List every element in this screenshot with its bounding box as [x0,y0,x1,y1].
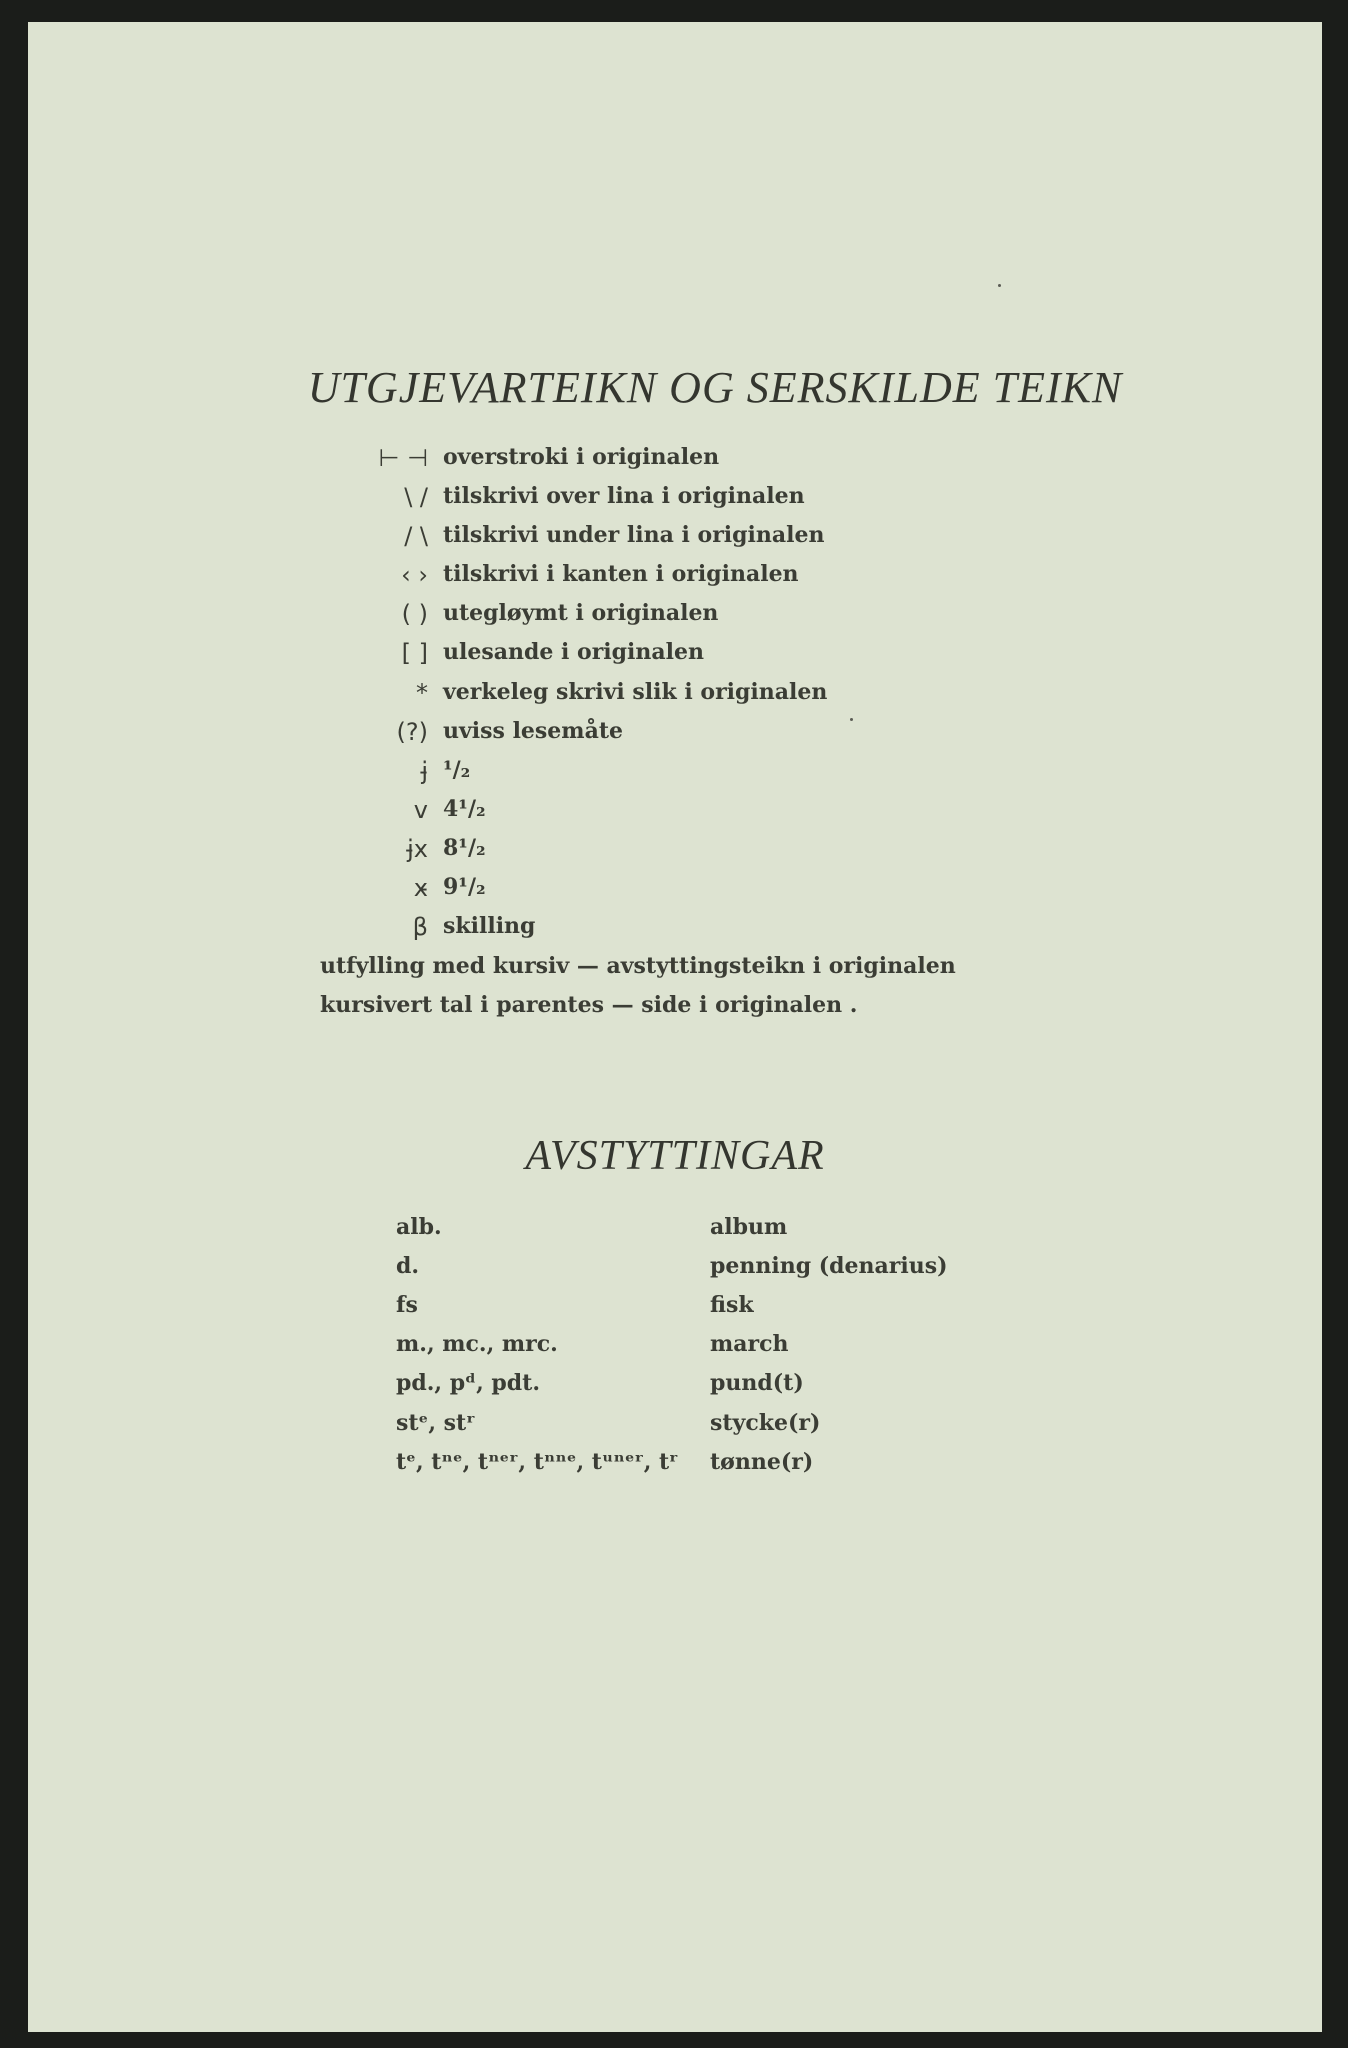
sign-description: ¹/₂ [443,757,471,783]
abbr-row [28,1214,1322,1250]
sign-symbol: ‹ › [401,561,428,589]
note-line [28,992,1322,1028]
sign-symbol: j̵x [407,835,428,863]
note-text: utfylling med kursiv — avstyttingsteikn i originalen [320,953,956,979]
sign-row [28,444,1322,480]
abbr-short: tᵉ, tⁿᵉ, tⁿᵉʳ, tⁿⁿᵉ, tᵘⁿᵉʳ, tʳ [396,1449,679,1475]
abbr-meaning: fisk [710,1292,754,1318]
sign-row [28,483,1322,519]
sign-symbol: \ / [404,483,428,511]
abbr-row [28,1449,1322,1485]
sign-row [28,600,1322,636]
sign-description: tilskrivi i kanten i originalen [443,561,799,587]
abbr-meaning: march [710,1331,789,1357]
paper-speck [850,718,853,721]
sign-row [28,874,1322,910]
sign-description: ulesande i originalen [443,639,705,665]
sign-symbol: (?) [396,718,428,746]
sign-row [28,796,1322,832]
sign-row [28,639,1322,675]
abbr-short: d. [396,1253,420,1279]
abbr-row [28,1370,1322,1406]
sign-description: 4¹/₂ [443,796,486,822]
sign-symbol: / \ [404,522,428,550]
sign-symbol: v [413,796,428,824]
abbr-row [28,1410,1322,1446]
sign-symbol: β [412,913,428,941]
sign-symbol: ⊢ ⊣ [378,444,428,472]
sign-description: utegløymt i originalen [443,600,719,626]
sign-row [28,679,1322,715]
sign-row [28,757,1322,793]
sign-description: tilskrivi over lina i originalen [443,483,805,509]
abbr-meaning: pund(t) [710,1370,804,1396]
sign-description: skilling [443,913,536,939]
abbr-meaning: stycke(r) [710,1410,821,1436]
sign-description: 8¹/₂ [443,835,486,861]
abbr-short: m., mc., mrc. [396,1331,558,1357]
sign-description: tilskrivi under lina i originalen [443,522,825,548]
abbr-row [28,1292,1322,1328]
sign-description: overstroki i originalen [443,444,720,470]
sign-row [28,561,1322,597]
sign-symbol: j̵ [421,757,428,785]
abbr-short: fs [396,1292,418,1318]
note-line [28,953,1322,989]
paper-speck [998,284,1001,287]
sign-symbol: ( ) [401,600,428,628]
abbr-short: pd., pᵈ, pdt. [396,1370,540,1396]
sign-row [28,913,1322,949]
sign-symbol: [ ] [401,639,428,667]
abbr-meaning: penning (denarius) [710,1253,948,1279]
sign-symbol: x̵ [413,874,428,902]
document-page [28,22,1322,2032]
sign-description: 9¹/₂ [443,874,486,900]
sign-description: uviss lesemåte [443,718,623,744]
heading-signs: UTGJEVARTEIKN OG SERSKILDE TEIKN [307,363,1123,412]
abbr-short: alb. [396,1214,442,1240]
heading-abbreviations: AVSTYTTINGAR [525,1133,825,1179]
abbr-short: stᵉ, stʳ [396,1410,476,1436]
sign-row [28,522,1322,558]
abbr-meaning: tønne(r) [710,1449,814,1475]
abbr-row [28,1331,1322,1367]
sign-row [28,718,1322,754]
sign-row [28,835,1322,871]
abbr-row [28,1253,1322,1289]
sign-description: verkeleg skrivi slik i originalen [443,679,828,705]
abbr-meaning: album [710,1214,788,1240]
sign-symbol: * [416,679,428,707]
note-text: kursivert tal i parentes — side i originalen . [320,992,858,1018]
